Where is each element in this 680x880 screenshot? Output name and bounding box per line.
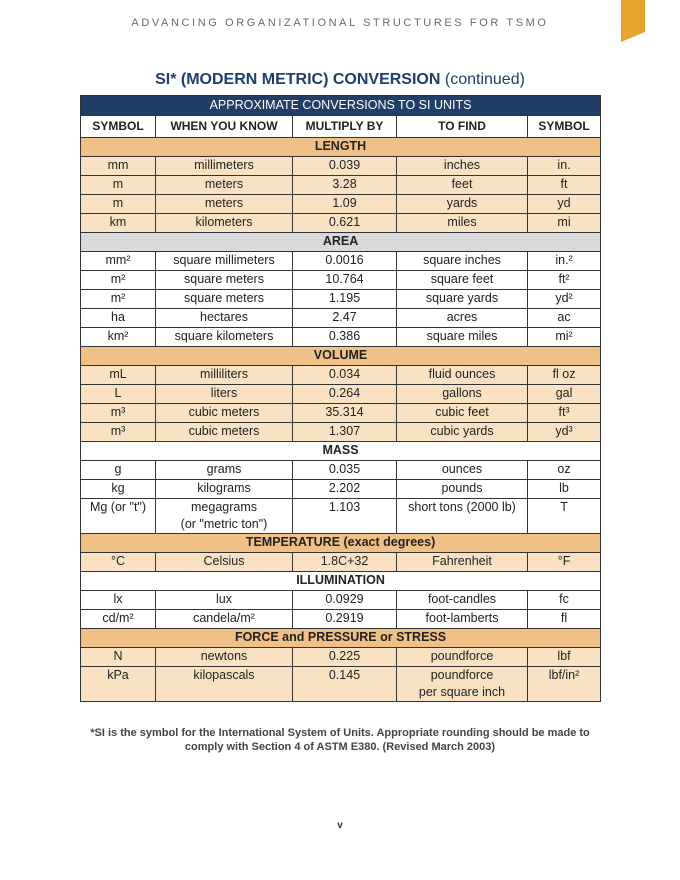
table-cell: kilometers — [156, 214, 293, 233]
section-title: VOLUME — [81, 347, 601, 366]
table-cell: 0.039 — [293, 157, 397, 176]
column-header: SYMBOL — [528, 116, 601, 138]
table-cell: milliliters — [156, 366, 293, 385]
table-cell: 0.0016 — [293, 252, 397, 271]
table-cell: cubic feet — [397, 404, 528, 423]
table-cell: 0.034 — [293, 366, 397, 385]
table-cell: pounds — [397, 480, 528, 499]
section-header-row — [81, 629, 601, 648]
table-cell: N — [81, 648, 156, 667]
table-cell: Fahrenheit — [397, 553, 528, 572]
table-cell: miles — [397, 214, 528, 233]
table-cell: kilograms — [156, 480, 293, 499]
table-cell: meters — [156, 195, 293, 214]
table-row — [81, 499, 601, 534]
table-cell: fl oz — [528, 366, 601, 385]
table-cell: foot-candles — [397, 591, 528, 610]
table-cell: yards — [397, 195, 528, 214]
table-cell: cd/m² — [81, 610, 156, 629]
table-row — [81, 480, 601, 499]
table-body — [81, 138, 601, 702]
table-cell: lux — [156, 591, 293, 610]
table-cell: m — [81, 176, 156, 195]
table-cell: 0.0929 — [293, 591, 397, 610]
section-header-row — [81, 572, 601, 591]
table-row — [81, 271, 601, 290]
table-cell: poundforce per square inch — [397, 667, 528, 702]
table-cell: 2.202 — [293, 480, 397, 499]
table-cell: poundforce — [397, 648, 528, 667]
table-row — [81, 610, 601, 629]
table-cell: m³ — [81, 404, 156, 423]
table-cell: cubic yards — [397, 423, 528, 442]
table-cell: square millimeters — [156, 252, 293, 271]
section-title: LENGTH — [81, 138, 601, 157]
table-cell: 1.195 — [293, 290, 397, 309]
table-cell: lbf/in² — [528, 667, 601, 702]
table-cell: 10.764 — [293, 271, 397, 290]
footnote: *SI is the symbol for the International System of Units. Appropriate rounding should be made to comply with Section 4 of ASTM E380. (Revised March 2003) — [90, 727, 590, 753]
table-cell: kPa — [81, 667, 156, 702]
column-header: MULTIPLY BY — [293, 116, 397, 138]
section-title: ILLUMINATION — [81, 572, 601, 591]
table-cell: 35.314 — [293, 404, 397, 423]
table-row — [81, 176, 601, 195]
table-row — [81, 309, 601, 328]
table-cell: fl — [528, 610, 601, 629]
table-cell: 0.035 — [293, 461, 397, 480]
section-header-row — [81, 233, 601, 252]
table-cell: mL — [81, 366, 156, 385]
table-cell: ft³ — [528, 404, 601, 423]
table-row — [81, 157, 601, 176]
table-cell: 0.621 — [293, 214, 397, 233]
table-cell: cubic meters — [156, 404, 293, 423]
table-cell: mi² — [528, 328, 601, 347]
table-cell: g — [81, 461, 156, 480]
table-cell: ha — [81, 309, 156, 328]
page-title — [0, 71, 680, 89]
table-cell: 0.264 — [293, 385, 397, 404]
table-cell: lb — [528, 480, 601, 499]
table-cell: newtons — [156, 648, 293, 667]
table-row — [81, 667, 601, 702]
table-cell: acres — [397, 309, 528, 328]
table-row — [81, 648, 601, 667]
table-row — [81, 423, 601, 442]
table-cell: inches — [397, 157, 528, 176]
table-cell: foot-lamberts — [397, 610, 528, 629]
table-cell: gallons — [397, 385, 528, 404]
table-cell: square meters — [156, 290, 293, 309]
table-cell: meters — [156, 176, 293, 195]
table-cell: 1.09 — [293, 195, 397, 214]
table-cell: m² — [81, 271, 156, 290]
table-cell: 0.225 — [293, 648, 397, 667]
table-row — [81, 461, 601, 480]
section-header-row — [81, 138, 601, 157]
table-cell: liters — [156, 385, 293, 404]
section-title: TEMPERATURE (exact degrees) — [81, 534, 601, 553]
table-cell: oz — [528, 461, 601, 480]
table-cell: T — [528, 499, 601, 534]
table-cell: kg — [81, 480, 156, 499]
running-header: ADVANCING ORGANIZATIONAL STRUCTURES FOR TSMO — [131, 17, 549, 29]
table-cell: 0.2919 — [293, 610, 397, 629]
table-cell: mm — [81, 157, 156, 176]
table-cell: gal — [528, 385, 601, 404]
table-row — [81, 328, 601, 347]
table-cell: yd — [528, 195, 601, 214]
section-header-row — [81, 442, 601, 461]
title-main: SI* (MODERN METRIC) CONVERSION — [155, 71, 441, 88]
table-cell: lbf — [528, 648, 601, 667]
table-row — [81, 591, 601, 610]
table-cell: in. — [528, 157, 601, 176]
table-cell: 0.386 — [293, 328, 397, 347]
table-banner: APPROXIMATE CONVERSIONS TO SI UNITS — [81, 96, 601, 116]
table-cell: fc — [528, 591, 601, 610]
corner-tab — [621, 0, 645, 42]
table-row — [81, 290, 601, 309]
table-cell: lx — [81, 591, 156, 610]
table-cell: short tons (2000 lb) — [397, 499, 528, 534]
table-cell: 3.28 — [293, 176, 397, 195]
table-cell: square yards — [397, 290, 528, 309]
table-cell: megagrams (or "metric ton") — [156, 499, 293, 534]
table-cell: 1.103 — [293, 499, 397, 534]
table-cell: L — [81, 385, 156, 404]
table-row — [81, 214, 601, 233]
column-header: SYMBOL — [81, 116, 156, 138]
table-cell: m³ — [81, 423, 156, 442]
table-cell: ft² — [528, 271, 601, 290]
table-cell: m² — [81, 290, 156, 309]
table-cell: ft — [528, 176, 601, 195]
table-cell: Mg (or "t") — [81, 499, 156, 534]
table-cell: yd³ — [528, 423, 601, 442]
section-header-row — [81, 534, 601, 553]
table-cell: °C — [81, 553, 156, 572]
table-cell: yd² — [528, 290, 601, 309]
table-cell: °F — [528, 553, 601, 572]
conversion-table — [80, 95, 601, 702]
page-number: v — [337, 820, 343, 831]
table-cell: kilopascals — [156, 667, 293, 702]
table-cell: hectares — [156, 309, 293, 328]
table-cell: km — [81, 214, 156, 233]
section-title: FORCE and PRESSURE or STRESS — [81, 629, 601, 648]
table-cell: 0.145 — [293, 667, 397, 702]
table-cell: km² — [81, 328, 156, 347]
section-header-row — [81, 347, 601, 366]
table-cell: 2.47 — [293, 309, 397, 328]
table-cell: grams — [156, 461, 293, 480]
table-cell: Celsius — [156, 553, 293, 572]
table-cell: square meters — [156, 271, 293, 290]
table-cell: millimeters — [156, 157, 293, 176]
table-row — [81, 404, 601, 423]
table-cell: 1.307 — [293, 423, 397, 442]
section-title: MASS — [81, 442, 601, 461]
table-cell: ounces — [397, 461, 528, 480]
table-cell: mi — [528, 214, 601, 233]
column-header: TO FIND — [397, 116, 528, 138]
table-cell: square kilometers — [156, 328, 293, 347]
table-cell: cubic meters — [156, 423, 293, 442]
table-row — [81, 366, 601, 385]
table-cell: mm² — [81, 252, 156, 271]
table-cell: candela/m² — [156, 610, 293, 629]
table-row — [81, 553, 601, 572]
table-row — [81, 252, 601, 271]
table-cell: square feet — [397, 271, 528, 290]
table-cell: 1.8C+32 — [293, 553, 397, 572]
table-row — [81, 385, 601, 404]
column-header: WHEN YOU KNOW — [156, 116, 293, 138]
table-cell: fluid ounces — [397, 366, 528, 385]
table-cell: square inches — [397, 252, 528, 271]
table-row — [81, 195, 601, 214]
title-suffix: (continued) — [444, 71, 525, 88]
table-cell: feet — [397, 176, 528, 195]
table-cell: m — [81, 195, 156, 214]
section-title: AREA — [81, 233, 601, 252]
table-cell: in.² — [528, 252, 601, 271]
table-cell: ac — [528, 309, 601, 328]
table-cell: square miles — [397, 328, 528, 347]
